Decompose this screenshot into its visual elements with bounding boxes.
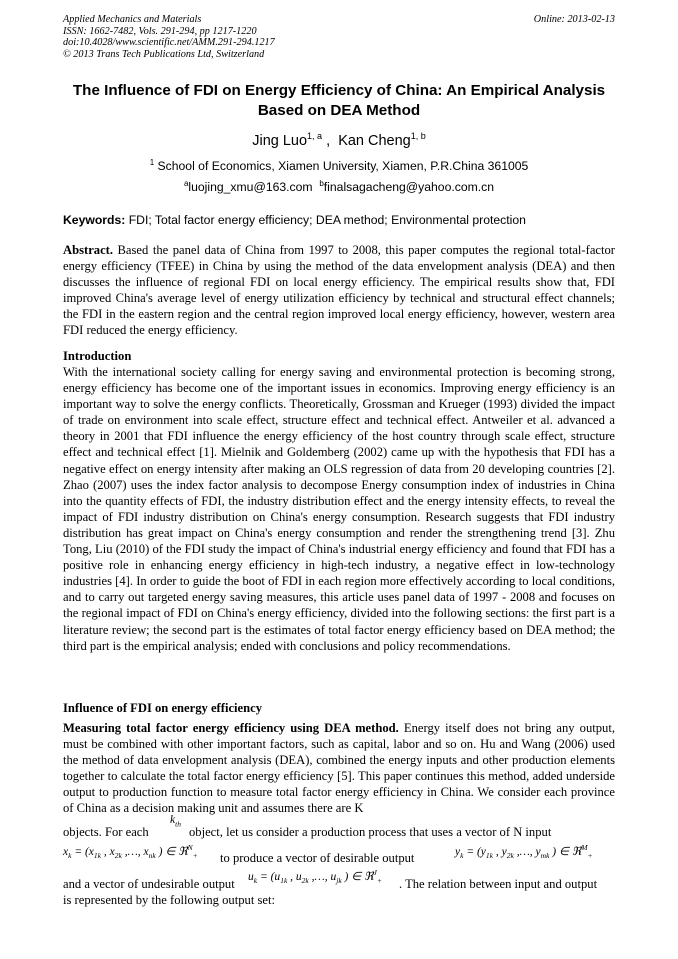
undesirable-text-a: and a vector of undesirable output	[63, 877, 235, 891]
affiliation-mark: 1	[149, 158, 155, 167]
author-emails	[63, 176, 615, 195]
introduction-text: With the international society calling for energy saving and environmental protection is becoming strong, energy efficiency has become one of the important issues in economics. Improving energy efficiency is an important way to solve the energy conflicts. Theoretically, Grossman and Krueger (1993) divided the impact of trade on environment into scale effect, structure effect and technical effect. Antweiler et al. advanced a theory in 2001 that FDI influence the energy efficiency of the host country through scale effect, structure effect and technical effect [1]. Mielnik and Goldemberg (2002) came up with the hypothesis that FDI has a negative effect on energy intensity after making an OLS regression of data from 20 developing countries [2]. Zhao (2007) uses the index factor analysis to decompose Energy consumption index of industries in China into the quantity effects of FDI, the industry distribution effect and the energy intensity effects, to reveal the impact of FDI industry distribution on China's energy consumption. Research suggests that FDI industry distribution has great impact on China's energy consumption and render the strengthening trend [3]. Zhu Tong, Liu (2010) of the FDI study the impact of China's industrial energy efficiency and found that FDI has a positive role in enhancing energy efficiency in high-tech industry, a negative effect in low-technology industries [4]. In order to guide the boot of FDI in each region more effectively according to local conditions, and to carry out targeted energy saving measures, this article uses panel data of 1997 - 2008 and focuses on the regional impact of FDI on China's energy efficiency, divided into the following sections: the first part is a literature review; the second part is the estimates of total factor energy efficiency based on DEA method; the third part is the empirical analysis; ended with conclusions and policy recommendations.	[63, 365, 615, 653]
dea-method-paragraph	[63, 720, 615, 817]
journal-header	[63, 14, 615, 60]
input-vector-formula: $x_k = (x_{1k}$ , $x_{2k}$ ,…, $x_{nk}$ ) ∈ ℜ$^N_+$	[63, 843, 198, 861]
affiliation	[63, 155, 615, 174]
objects-text-a: objects. For each	[63, 825, 149, 839]
keywords-text: FDI; Total factor energy efficiency; DEA method; Environmental protection	[128, 213, 526, 227]
author-list	[63, 127, 615, 150]
email-mark: a	[183, 179, 189, 188]
dea-subheading: Measuring total factor energy efficiency using DEA method.	[63, 721, 399, 735]
k-th-symbol: $k_{th}$	[170, 814, 181, 829]
journal-name: Applied Mechanics and Materials	[63, 14, 202, 25]
paper-title: The Influence of FDI on Energy Efficiency of China: An Empirical Analysis Based on DEA Method	[72, 82, 606, 119]
output-set-line	[63, 893, 615, 908]
section-heading: Influence of FDI on energy efficiency	[63, 701, 263, 715]
output-set-text: is represented by the following output set:	[63, 893, 275, 907]
author-name: Kan Cheng	[338, 133, 411, 149]
email-link[interactable]: finalsagacheng@yahoo.com.cn	[323, 180, 495, 194]
abstract	[63, 242, 615, 339]
abstract-label: Abstract.	[63, 243, 114, 257]
desirable-output-formula: $y_k = (y_{1k}$ , $y_{2k}$ ,…, $y_{mk}$ ) ∈ ℜ$^M_+$	[455, 843, 593, 861]
copyright-line: © 2013 Trans Tech Publications Ltd, Switzerland	[63, 48, 265, 60]
undesirable-output-formula: $u_k = (u_{1k}$ , $u_{2k}$ ,…, $u_{jk}$ ) ∈ ℜ$^J_+$	[248, 868, 382, 886]
online-date: Online: 2013-02-13	[533, 14, 615, 25]
introduction-heading: Introduction	[63, 349, 132, 363]
issn-line: ISSN: 1662-7482, Vols. 291-294, pp 1217-1220	[63, 25, 257, 37]
author-separator: ,	[326, 133, 331, 149]
produce-text: to produce a vector of desirable output	[220, 851, 415, 865]
dea-text: Energy itself does not bring any output, must be combined with other important factors, such as capital, labor and so on. Hu and Wang (2006) used the method of data envelopment analysis (DEA), combined the energy inputs and other production elements together to calculate the total factor energy efficiency [5]. This paper continues this method, added underside output to production function to measure total factor energy efficiency in China. We consider each province of China as a decision making unit and assumes there are K	[63, 721, 616, 816]
undesirable-line-cont	[399, 877, 615, 892]
objects-text-b: object, let us consider a production process that uses a vector of N input	[189, 825, 552, 839]
author-name: Jing Luo	[252, 133, 308, 149]
email-link[interactable]: luojing_xmu@163.com	[188, 180, 313, 194]
produce-line	[220, 851, 460, 866]
email-mark: b	[319, 179, 324, 188]
objects-line-cont	[189, 825, 615, 840]
keywords	[63, 213, 623, 228]
keywords-label: Keywords:	[63, 213, 126, 227]
abstract-text: Based the panel data of China from 1997 to 2008, this paper computes the regional total-factor energy efficiency (TFEE) in China by using the method of the data envelopment analysis (DEA) and then discusses the influence of regional FDI on local energy efficiency. The empirical results show that, FDI improved China's average level of energy utilization efficiency by technical and structural effect channels; the FDI in the eastern region and the central region improved local energy efficiency, however, western area FDI reduced the energy efficiency.	[63, 243, 615, 338]
author-affil-mark: 1, a	[307, 131, 323, 141]
affiliation-text: School of Economics, Xiamen University, Xiamen, P.R.China 361005	[157, 159, 529, 173]
undesirable-text-b: . The relation between input and output	[399, 877, 598, 891]
author-affil-mark: 1, b	[410, 131, 426, 141]
doi-line: doi:10.4028/www.scientific.net/AMM.291-294.1217	[63, 37, 275, 49]
